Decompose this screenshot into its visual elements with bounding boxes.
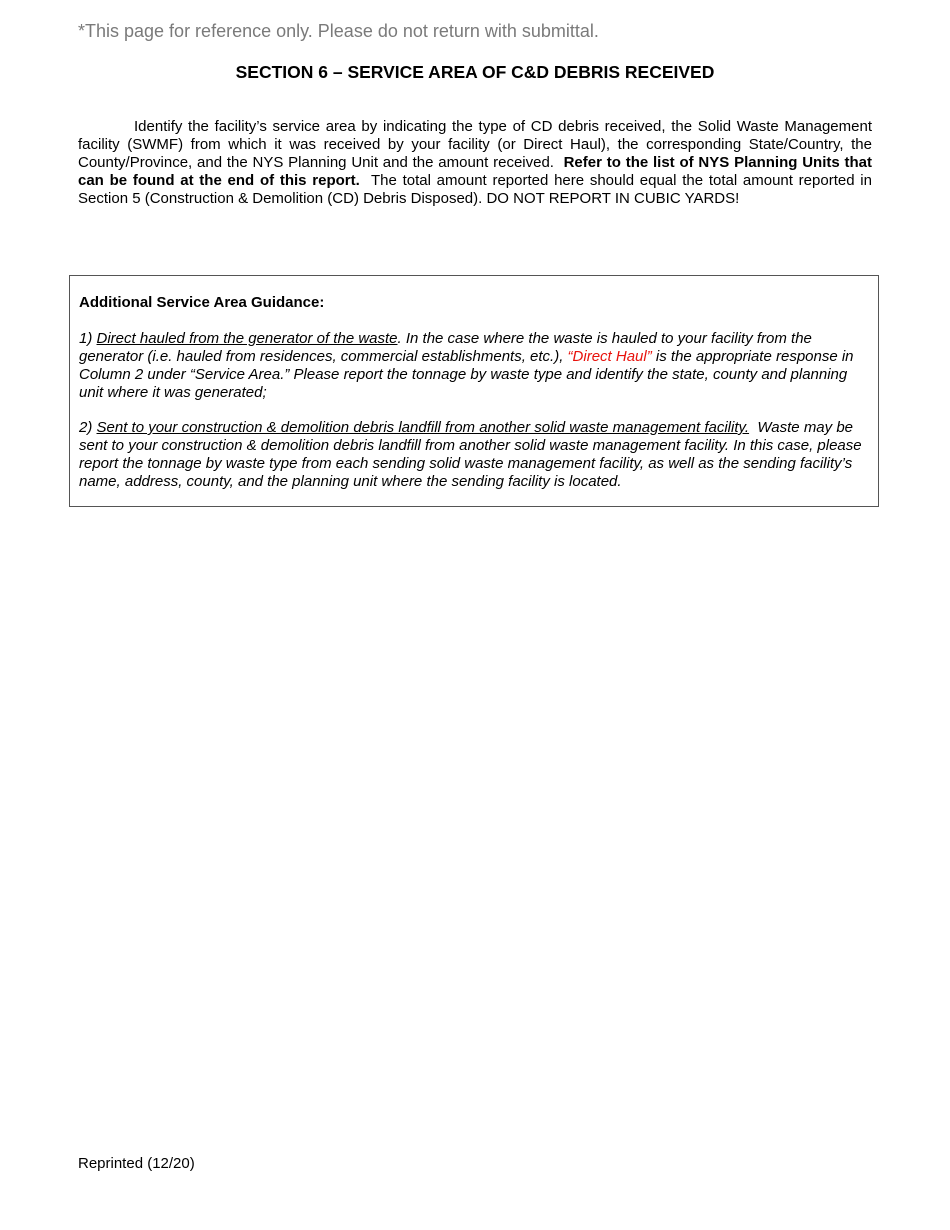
guidance-item-other-facility <box>79 419 873 491</box>
reprint-note: Reprinted (12/20) <box>78 1155 195 1172</box>
direct-haul-highlight: “Direct Haul” <box>567 348 652 365</box>
item-heading: Direct hauled from the generator of the waste <box>96 330 398 347</box>
intro-text-part2: The total amount reported here should equal the total amount reported in Section 5 (Construction & Demolition (CD) Debris Disposed). DO NOT REPORT IN CUBIC YARDS! <box>78 172 872 207</box>
item-text: . In the case where the waste is hauled to your facility from the generator (i.e. hauled from residences, commercial establishments, etc.), <box>79 330 812 365</box>
item-heading: Sent to your construction & demolition debris landfill from another solid waste management facility. <box>96 419 750 436</box>
guidance-title: Additional Service Area Guidance: <box>79 294 325 311</box>
reference-note: *This page for reference only. Please do not return with submittal. <box>78 21 599 41</box>
guidance-box <box>69 275 879 507</box>
intro-text-part1: Identify the facility’s service area by indicating the type of CD debris received, the Solid Waste Management facility (SWMF) from which it was received by your facility (or Direct Haul), the corresponding State/Country, the County/Province, and the NYS Planning Unit and the amount received. <box>78 118 872 171</box>
section-title: SECTION 6 – SERVICE AREA OF C&D DEBRIS RECEIVED <box>235 62 715 82</box>
intro-paragraph <box>78 118 872 208</box>
item-number: 1) <box>79 330 93 347</box>
intro-bold-instruction: Refer to the list of NYS Planning Units that can be found at the end of this report. <box>78 154 873 189</box>
guidance-item-direct-haul <box>79 330 873 402</box>
item-text: is the appropriate response in Column 2 under “Service Area.” Please report the tonnage by waste type and identify the state, county and planning unit where it was generated; <box>79 348 854 401</box>
item-text: Waste may be sent to your construction & demolition debris landfill from another solid waste management facility. In this case, please report the tonnage by waste type from each sending solid waste management facility, as well as the sending facility’s name, address, county, and the planning unit where the sending facility is located. <box>79 419 862 490</box>
item-number: 2) <box>79 419 93 436</box>
